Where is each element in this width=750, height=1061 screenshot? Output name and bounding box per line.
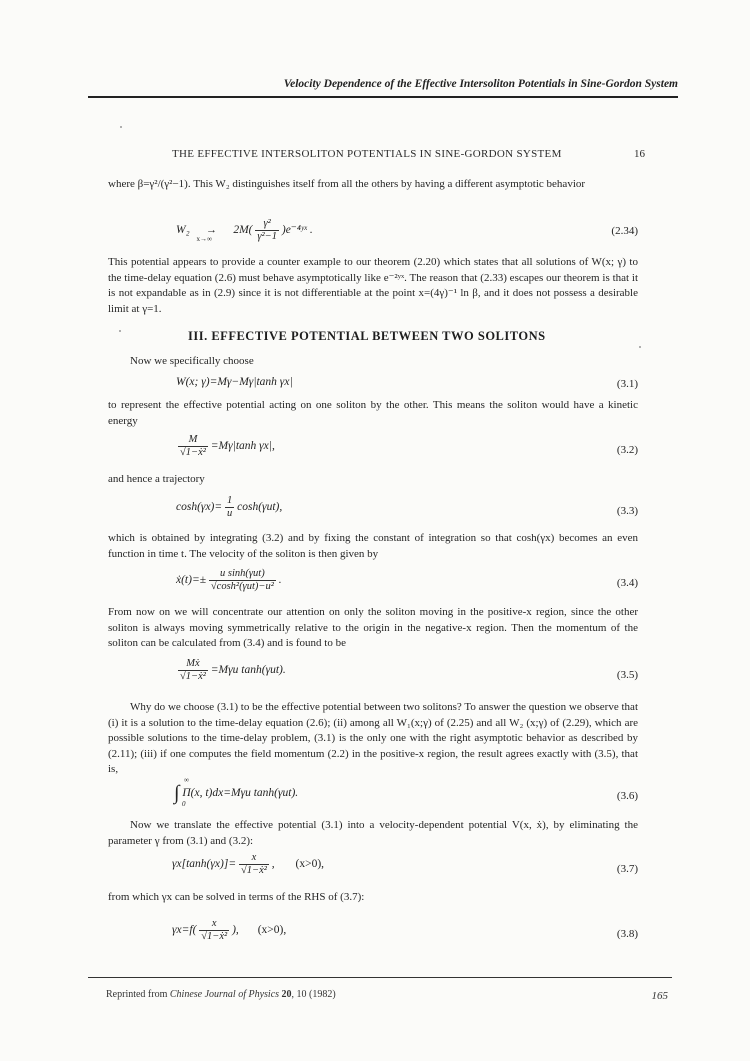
journal-issue-year: , 10 (1982) xyxy=(291,989,336,1000)
eq-numerator: M xyxy=(178,434,208,447)
eq-denominator: u xyxy=(227,508,233,519)
reprint-prefix: Reprinted from xyxy=(106,989,170,1000)
eq-denominator: √1−ẋ² xyxy=(240,865,267,876)
running-head: THE EFFECTIVE INTERSOLITON POTENTIALS IN SINE-GORDON SYSTEM xyxy=(172,148,562,160)
equation-3-2 xyxy=(178,434,275,459)
paragraph-7: From now on we will concentrate our attention on only the soliton moving in the positive-x region, since the other soliton is always moving symmetrically relative to the origin in the negative-x region. Then the momentum of the soliton can be calculated from (3.4) and is found to be xyxy=(108,606,638,650)
header-rule xyxy=(88,96,678,98)
eq-text: Π(x, t)dx=Mγu tanh(γut). xyxy=(182,787,299,800)
journal-header-title: Velocity Dependence of the Effective Intersoliton Potentials in Sine-Gordon System xyxy=(283,78,678,90)
equation-number: (3.7) xyxy=(616,863,638,875)
eq-arrow-label: x→∞ xyxy=(196,235,212,244)
eq-numerator: u sinh(γut) xyxy=(209,568,276,581)
paragraph-10: from which γx can be solved in terms of the RHS of (3.7): xyxy=(108,891,365,903)
eq-rhs: cosh(γut), xyxy=(237,501,283,514)
journal-volume: 20 xyxy=(281,989,292,1000)
eq-numerator: γ² xyxy=(255,218,279,231)
eq-denominator: γ²−1 xyxy=(257,231,277,242)
eq-rhs-suffix: )e⁻⁴ʸˣ . xyxy=(281,224,313,237)
eq-numerator: x xyxy=(239,852,269,865)
paragraph-4: to represent the effective potential acting on one soliton by the other. This means the soliton would have a kinetic energy xyxy=(108,399,638,427)
footer-rule xyxy=(88,977,672,978)
equation-number: (3.1) xyxy=(616,378,638,390)
eq-rhs-prefix: 2M( xyxy=(233,224,253,237)
equation-number: (3.8) xyxy=(616,928,638,940)
eq-lhs: cosh(γx)= xyxy=(176,501,223,514)
equation-number: (3.6) xyxy=(616,790,638,802)
eq-denominator: √1−ẋ² xyxy=(180,447,206,458)
folio-page-number: 165 xyxy=(651,990,668,1002)
equation-3-5 xyxy=(178,658,286,683)
eq-rhs: =Mγu tanh(γut). xyxy=(210,664,286,677)
paragraph-2: This potential appears to provide a counter example to our theorem (2.20) which states that all solutions of W(x; γ) to the time-delay equation (2.6) must behave asymptotically like e⁻²ʸˣ. The reason that (2.33) escapes our theorem is that it is not expandable as in (2.9) since it is not differentiable at the point x=(4γ)⁻¹ ln β, and it does not possess a desirable limit at γ=1. xyxy=(108,256,638,315)
equation-number: (3.2) xyxy=(616,444,638,456)
eq-denominator: √cosh²(γut)−u² xyxy=(210,581,274,592)
equation-number: (3.5) xyxy=(616,669,638,681)
eq-denominator: √1−ẋ² xyxy=(180,671,206,682)
scan-speck xyxy=(639,346,641,348)
equation-3-7 xyxy=(172,852,324,877)
paragraph-5: and hence a trajectory xyxy=(108,473,205,485)
scan-speck xyxy=(120,126,122,128)
eq-lhs: γx[tanh(γx)]= xyxy=(172,858,237,871)
paragraph-1: where β=γ²/(γ²−1). This W₂ distinguishes itself from all the others by having a different asymptotic behavior xyxy=(108,178,586,190)
equation-3-1: W(x; γ)=Mγ−Mγ|tanh γx| xyxy=(176,376,293,388)
equation-number: (2.34) xyxy=(611,225,638,237)
paragraph-6: which is obtained by integrating (3.2) and by fixing the constant of integration so that cosh(γx) becomes an even function in time t. The velocity of the soliton is then given by xyxy=(108,532,638,560)
equation-3-6 xyxy=(174,776,299,808)
equation-number: (3.4) xyxy=(616,577,638,589)
paragraph-9: Now we translate the effective potential (3.1) into a velocity-dependent potential V(x, ẋ), by eliminating the parameter γ from (3.1) and (3.2): xyxy=(108,819,638,847)
paragraph-3: Now we specifically choose xyxy=(130,355,254,367)
journal-name: Chinese Journal of Physics xyxy=(169,989,280,1000)
eq-denominator: √1−ẋ² xyxy=(201,931,228,942)
eq-rhs: ), xyxy=(232,924,239,937)
eq-numerator: 1 xyxy=(227,495,233,506)
eq-lhs: γx=f( xyxy=(172,924,197,937)
integral-sign: ∫ xyxy=(174,782,180,804)
eq-rhs: , xyxy=(271,858,275,871)
eq-condition: (x>0), xyxy=(295,858,325,871)
scan-speck xyxy=(119,330,121,332)
equation-3-8 xyxy=(172,918,286,943)
paragraph-8: Why do we choose (3.1) to be the effective potential between two solitons? To answer the question we observe that (i) it is a solution to the time-delay equation (2.6); (ii) among all W₁(x;γ) of (2.25) and all W₂ (x;γ) of (2.29), which are possible solutions to the time-delay problem, (3.1) is the only one with the right asymptotic behavior as described by (2.11); (iii) if one computes the field momentum (2.2) in the positive-x region, the result agrees exactly with (3.5), that is, xyxy=(108,701,638,776)
equation-number: (3.3) xyxy=(616,505,638,517)
eq-rhs: =Mγ|tanh γx|, xyxy=(210,440,275,453)
eq-condition: (x>0), xyxy=(257,924,287,937)
eq-lhs: ẋ(t)=± xyxy=(176,574,207,587)
page-number: 16 xyxy=(634,148,645,160)
section-heading: III. EFFECTIVE POTENTIAL BETWEEN TWO SOLITONS xyxy=(188,329,546,343)
eq-rhs: . xyxy=(278,574,282,587)
equation-2-34: W₂ → x→∞ 2M( $\frac{\text{γ²}}{\text{γ²−1}}$ )e⁻⁴ʸˣ . xyxy=(176,218,313,244)
integral-upper-limit: ∞ xyxy=(184,776,189,784)
reprint-footer xyxy=(106,989,336,1000)
integral-lower-limit: 0 xyxy=(182,800,186,808)
eq-lhs: W₂ xyxy=(176,224,190,237)
eq-numerator: Mẋ xyxy=(178,658,208,671)
equation-3-3 xyxy=(176,495,282,520)
equation-3-4 xyxy=(176,568,282,593)
eq-numerator: x xyxy=(199,918,229,931)
